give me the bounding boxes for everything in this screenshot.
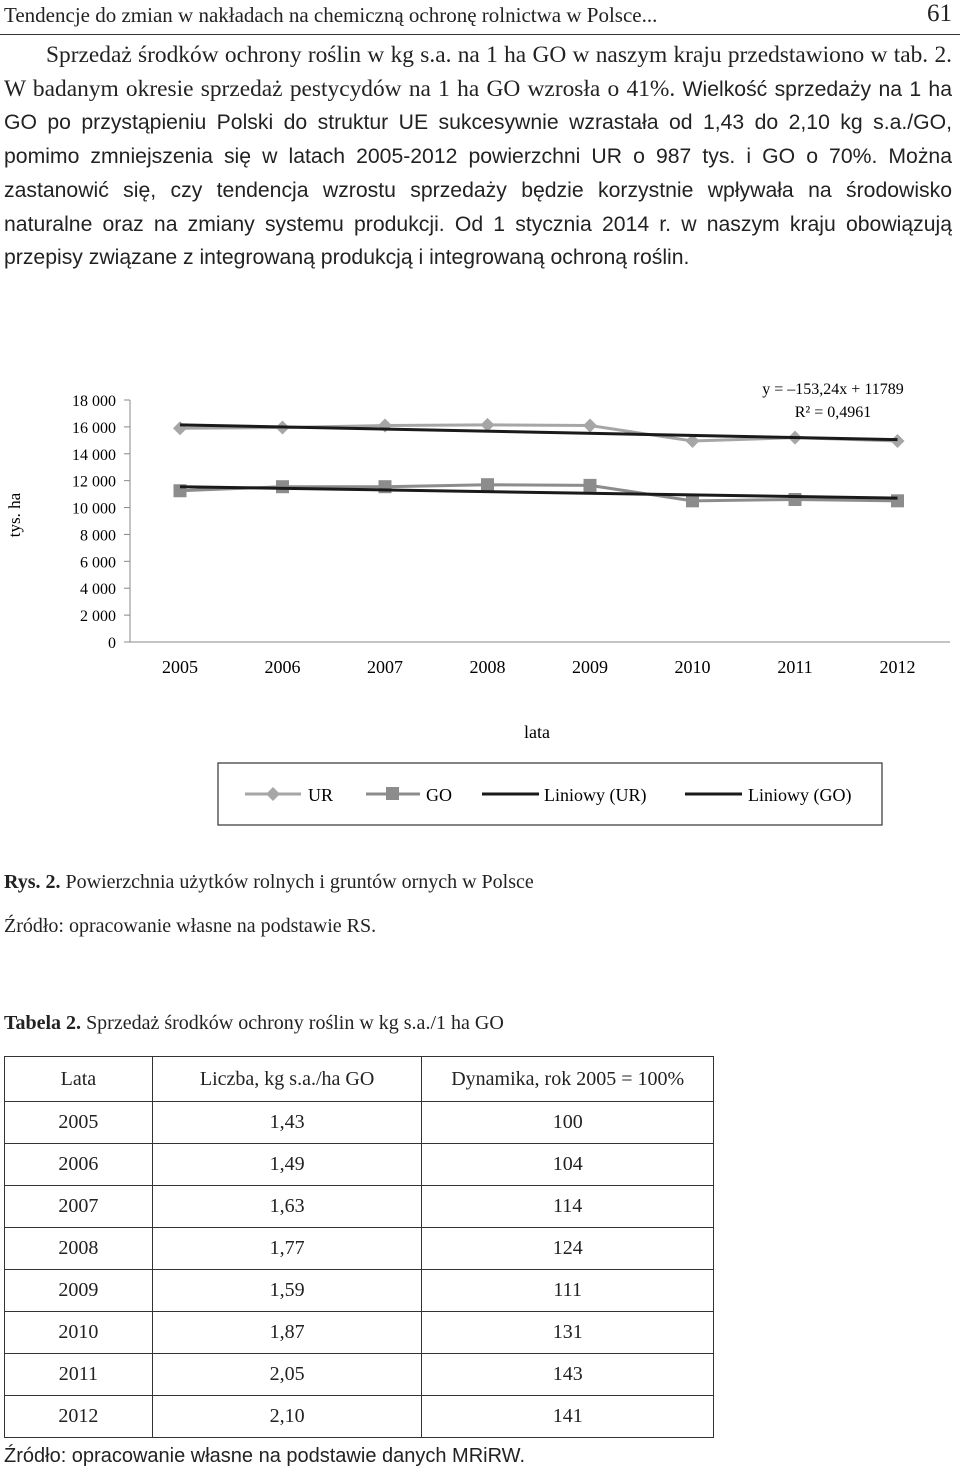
trend-equation: y = –153,24x + 11789	[762, 381, 904, 398]
cell-dynamics: 141	[422, 1396, 714, 1438]
x-tick-label: 2007	[367, 657, 403, 677]
cell-year: 2007	[5, 1186, 153, 1228]
data-point-go	[584, 479, 597, 492]
data-point-ur	[173, 421, 187, 435]
table-row	[5, 1102, 714, 1144]
square-marker-icon	[386, 787, 399, 800]
cell-year: 2008	[5, 1228, 153, 1270]
legend-label-trend-ur: Liniowy (UR)	[544, 785, 647, 805]
series-layer	[173, 418, 905, 507]
table-title	[4, 1012, 504, 1035]
trend-line-0	[180, 425, 898, 440]
table-row	[5, 1144, 714, 1186]
cell-dynamics: 104	[422, 1144, 714, 1186]
cell-year: 2009	[5, 1270, 153, 1312]
cell-amount: 2,05	[152, 1354, 422, 1396]
paragraph-part-1: Sprzedaż środków ochrony roślin w kg s.a. na 1 ha GO w naszym kraju przedstawiono w tab. 2. W badanym okresie sprzedaż pestycydów na 1 ha GO wzrosła o 41%.	[4, 42, 952, 102]
x-axis	[162, 657, 916, 677]
column-header-amount: Liczba, kg s.a./ha GO	[152, 1057, 422, 1102]
cell-amount: 1,77	[152, 1228, 422, 1270]
cell-year: 2011	[5, 1354, 153, 1396]
x-tick-label: 2010	[674, 657, 711, 677]
cell-amount: 2,10	[152, 1396, 422, 1438]
cell-amount: 1,63	[152, 1186, 422, 1228]
y-tick-label: 0	[108, 635, 116, 652]
cell-dynamics: 131	[422, 1312, 714, 1354]
y-tick-label: 2 000	[80, 608, 116, 626]
x-tick-label: 2011	[777, 657, 813, 677]
y-tick-label: 8 000	[80, 527, 116, 545]
cell-amount: 1,87	[152, 1312, 422, 1354]
data-point-go	[276, 480, 289, 493]
y-tick-label: 6 000	[80, 554, 116, 572]
cell-amount: 1,59	[152, 1270, 422, 1312]
figure-caption	[4, 871, 534, 894]
x-tick-label: 2012	[879, 657, 916, 677]
y-tick-label: 12 000	[72, 473, 116, 491]
running-title: Tendencje do zmian w nakładach na chemiczną ochronę rolnictwa w Polsce...	[4, 3, 658, 27]
y-tick-label: 4 000	[80, 581, 116, 599]
legend-label-ur: UR	[308, 785, 334, 805]
sales-table	[4, 1056, 714, 1438]
cell-amount: 1,49	[152, 1144, 422, 1186]
cell-year: 2005	[5, 1102, 153, 1144]
x-tick-label: 2005	[162, 657, 198, 677]
cell-dynamics: 114	[422, 1186, 714, 1228]
table-label: Tabela 2.	[4, 1012, 82, 1034]
cell-dynamics: 100	[422, 1102, 714, 1144]
line-chart	[0, 360, 960, 840]
table-row	[5, 1396, 714, 1438]
data-point-go	[789, 493, 802, 506]
figure-caption-text: Powierzchnia użytków rolnych i gruntów ornych w Polsce	[60, 871, 534, 893]
table-row	[5, 1186, 714, 1228]
y-axis	[72, 393, 130, 652]
data-point-go	[891, 494, 904, 507]
x-axis-label: lata	[524, 722, 550, 742]
cell-year: 2010	[5, 1312, 153, 1354]
y-tick-label: 10 000	[72, 500, 116, 518]
legend-label-go: GO	[426, 785, 452, 805]
table-row	[5, 1354, 714, 1396]
x-tick-label: 2008	[469, 657, 506, 677]
column-header-dynamics: Dynamika, rok 2005 = 100%	[422, 1057, 714, 1102]
cell-dynamics: 124	[422, 1228, 714, 1270]
cell-dynamics: 111	[422, 1270, 714, 1312]
cell-year: 2012	[5, 1396, 153, 1438]
table-caption-text: Sprzedaż środków ochrony roślin w kg s.a./1 ha GO	[81, 1012, 504, 1034]
cell-dynamics: 143	[422, 1354, 714, 1396]
body-paragraph	[4, 39, 952, 275]
y-tick-label: 18 000	[72, 393, 116, 410]
table-row	[5, 1312, 714, 1354]
table-source: Źródło: opracowanie własne na podstawie danych MRiRW.	[4, 1445, 526, 1467]
x-tick-label: 2009	[572, 657, 608, 677]
figure-source: Źródło: opracowanie własne na podstawie RS.	[4, 915, 377, 937]
table-row	[5, 1228, 714, 1270]
running-header	[0, 0, 960, 35]
paragraph-part-2: Wielkość sprzedaży na 1 ha GO po przystąpieniu Polski do struktur UE sukcesywnie wzrastała od 1,43 do 2,10 kg s.a./GO, pomimo zmniejszenia się w latach 2005-2012 powierzchni UR o 987 tys. i GO o 70%. Można zastanowić się, czy tendencja wzrostu sprzedaży będzie korzystnie wpływała na środowisko naturalne oraz na zmiany systemu produkcji. Od 1 stycznia 2014 r. w naszym kraju obowiązują przepisy związane z integrowaną produkcją i integrowaną ochroną roślin.	[4, 77, 952, 270]
y-axis-label: tys. ha	[5, 492, 24, 538]
table-header-row	[5, 1057, 714, 1102]
data-point-ur	[583, 419, 597, 433]
x-tick-label: 2006	[264, 657, 301, 677]
cell-amount: 1,43	[152, 1102, 422, 1144]
cell-year: 2006	[5, 1144, 153, 1186]
trend-r-squared: R² = 0,4961	[794, 404, 872, 421]
page-number: 61	[927, 0, 952, 27]
figure-label: Rys. 2.	[4, 871, 61, 893]
y-tick-label: 16 000	[72, 419, 116, 437]
column-header-years: Lata	[5, 1057, 153, 1102]
table-row	[5, 1270, 714, 1312]
data-point-go	[481, 478, 494, 491]
legend-label-trend-go: Liniowy (GO)	[748, 785, 852, 805]
y-tick-label: 14 000	[72, 446, 116, 464]
